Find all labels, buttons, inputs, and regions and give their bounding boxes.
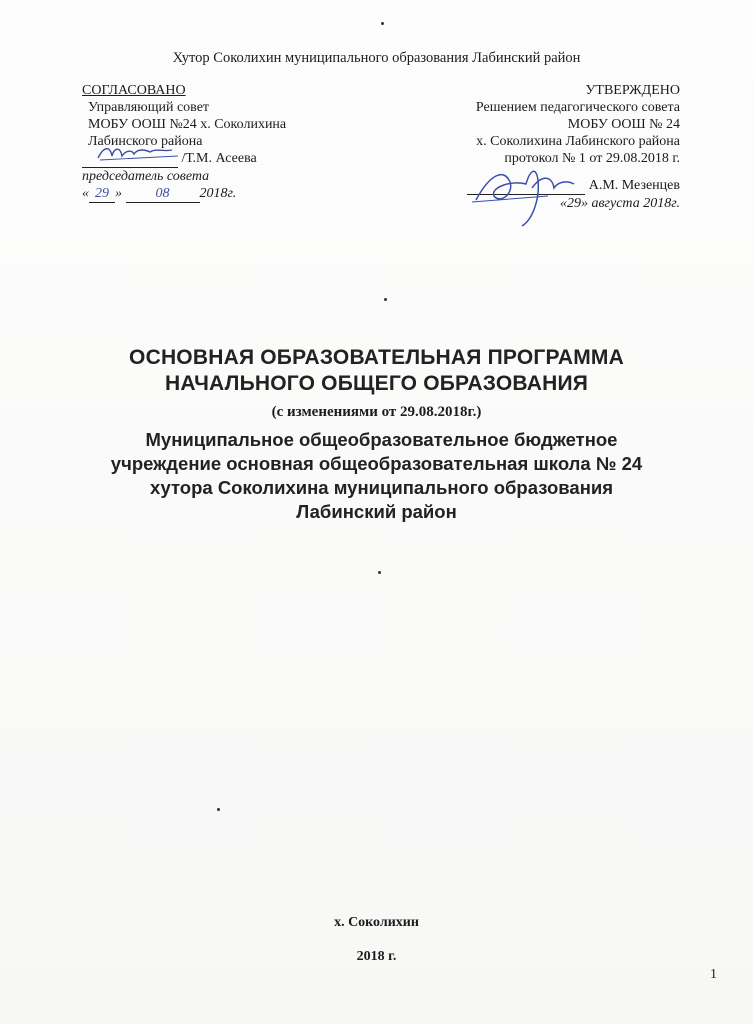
speck [378,571,381,574]
speck [384,298,387,301]
right-line-1: Решением педагогического совета [475,100,680,115]
org-line-3: хутора Соколихина муниципального образования [149,477,614,498]
speck [381,22,384,25]
right-heading: УТВЕРЖДЕНО [585,83,680,98]
org-line-2: учреждение основная общеобразовательная школа № 24 [110,453,643,474]
left-line-3: Лабинского района [88,134,203,149]
program-subtitle: (с изменениями от 29.08.2018г.) [271,404,482,420]
footer-year: 2018 г. [356,949,397,964]
left-heading: СОГЛАСОВАНО [82,83,186,98]
title-line-2: НАЧАЛЬНОГО ОБЩЕГО ОБРАЗОВАНИЯ [164,372,589,395]
left-signer: /Т.М. Асеева [181,151,257,166]
speck [217,808,220,811]
quote-close: » [115,186,122,201]
left-signature-drawing [94,142,184,164]
page-number: 1 [710,967,717,982]
left-role: председатель совета [82,169,210,184]
title-line-1: ОСНОВНАЯ ОБРАЗОВАТЕЛЬНАЯ ПРОГРАММА [129,346,624,369]
right-line-3: х. Соколихина Лабинского района [476,134,680,149]
right-signer: А.М. Мезенцев [588,178,680,193]
organization-name [0,428,753,524]
org-line-4: Лабинский район [296,501,457,522]
footer-city: х. Соколихин [334,915,419,930]
quote-open: « [82,186,89,201]
right-signature-drawing [470,160,590,230]
right-line-4: протокол № 1 от 29.08.2018 г. [504,151,680,166]
left-date [82,185,342,203]
right-date: «29» августа 2018г. [559,196,680,211]
header-title: Хутор Соколихин муниципального образования Лабинский район [172,50,581,66]
program-title [0,345,753,397]
left-line-1: Управляющий совет [88,100,210,115]
date-year: 2018г. [199,186,237,201]
org-line-1: Муниципальное общеобразовательное бюджетное [145,429,618,450]
right-line-2: МОБУ ООШ № 24 [567,117,680,132]
date-month: 08 [126,185,200,203]
date-day: 29 [89,185,115,203]
left-line-2: МОБУ ООШ №24 х. Соколихина [88,117,287,132]
